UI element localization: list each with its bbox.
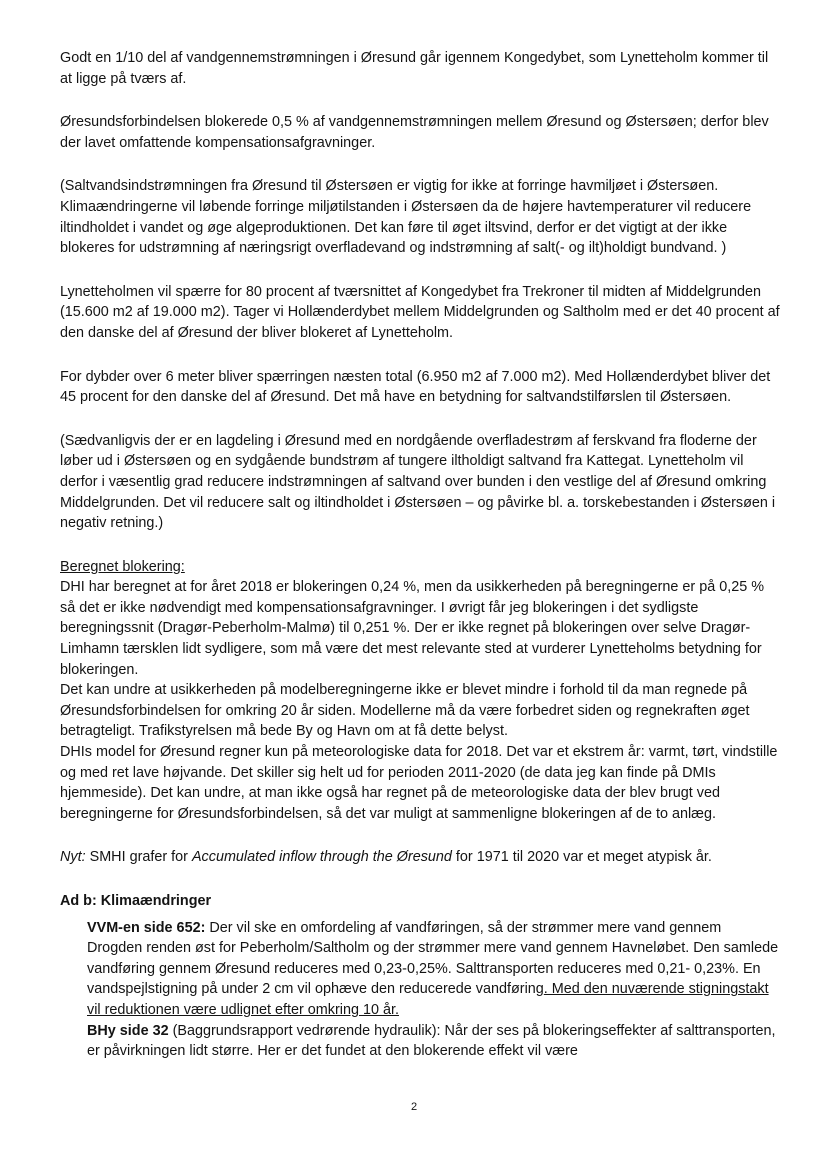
vvm-underlined-text: . Med den nuværende stigningstakt vil reduktionen være udlignet efter omkring 10 år. — [87, 981, 769, 1018]
note-italic-title: Accumulated inflow through the Øresund — [191, 849, 452, 866]
section-beregnet-blokering — [60, 557, 780, 825]
paragraph-lynetteholmen: Lynetteholmen vil spærre for 80 procent af tværsnittet af Kongedybet fra Trekroner til midten af Middelgrunden (15.600 m2 af 19.000 m2). Tager vi Hollænderdybet mellem Middelgrunden og Saltholm med er det 40 procent af den danske del af Øresund der bliver blokeret af Lynetteholm. — [60, 283, 780, 341]
blocking-text-1: DHI har beregnet at for året 2018 er blokeringen 0,24 %, men da usikkerheden på beregningerne er på 0,25 % så det er ikke nødvendigt med kompensationsafgravninger. I øvrigt får jeg blokeringen i det sydligste beregningssnit (Dragør-Peberholm-Malmø) til 0,251 %. Der er ikke regnet på blokeringen over selve Dragør-Limhamn tærsklen lidt sydligere, som må være det mest relevante sted at vurderer Lynetteholms betydning for blokeringen. — [60, 579, 764, 678]
document-page — [60, 48, 780, 1062]
note-text-a: SMHI grafer for — [85, 849, 192, 866]
paragraph-kongedybet: Godt en 1/10 del af vandgennemstrømningen i Øresund går igennem Kongedybet, som Lynetteholm kommer til at ligge på tværs af. — [60, 50, 769, 87]
note-label: Nyt: — [60, 849, 86, 866]
vvm-text: Der vil ske en omfordeling af vandføringen, så der strømmer mere vand gennem Drogden renden øst for Peberholm/Saltholm og der strømmer mere vand gennem Havneløbet. Den samlede vandføring gennem Øresund reduceres med 0,23-0,25%. Salttransporten reduceres med 0,21- 0,23%. En vandspejlstigning på under 2 cm vil ophæve den reducerede vandføring — [87, 919, 779, 998]
paragraph-oresundsforbindelsen: Øresundsforbindelsen blokerede 0,5 % af vandgennemstrømningen mellem Øresund og Østersøen; derfor blev der lavet omfattende kompensationsafgravninger. — [60, 114, 769, 151]
blocking-heading: Beregnet blokering: — [60, 558, 185, 575]
page-number: 2 — [410, 1101, 418, 1113]
bhy-paragraph — [60, 1021, 780, 1062]
bhy-label: BHy side 32 — [87, 1022, 169, 1039]
paragraph-dybder: For dybder over 6 meter bliver spærringen næsten total (6.950 m2 af 7.000 m2). Med Hollænderdybet bliver det 45 procent for den danske del af Øresund. Det må have en betydning for saltvandstilførslen til Østersøen. — [60, 368, 771, 406]
section-klimaaendringer — [60, 891, 780, 1062]
vvm-paragraph — [60, 918, 780, 1021]
paragraph-saltvand: (Saltvandsindstrømningen fra Øresund til Østersøen er vigtig for ikke at forringe havmiljøet i Østersøen. Klimaændringerne vil løbende forringe miljøtilstanden i Østersøen da de højere havtemperaturer vil reducere iltindholdet i vandet og øge algeproduktionen. Det kan føre til øget iltsvind, derfor er det vigtigt at der ikke blokeres for udstrømning af næringsrigt overfladevand og indstrømning af salt(- og ilt)holdigt bundvand. ) — [60, 178, 752, 257]
bhy-text: (Baggrundsrapport vedrørende hydraulik): Når der ses på blokeringseffekter af salttransporten, er påvirkningen lidt større. Her er det fundet at den blokerende effekt vil være — [87, 1022, 776, 1060]
note-paragraph — [60, 847, 780, 868]
note-text-b: for 1971 til 2020 var et meget atypisk år. — [451, 849, 712, 866]
vvm-label: VVM-en side 652: — [87, 919, 206, 936]
blocking-text-3: DHIs model for Øresund regner kun på meteorologiske data for 2018. Det var et ekstrem år: varmt, tørt, vindstille og med ret lave højvande. Det skiller sig helt ud for perioden 2011-2020 (de data jeg kan finde på DMIs hjemmeside). Det kan undre, at man ikke også har regnet på de meteorologiske data der blev brugt ved beregningerne for Øresundsforbindelsen, så det var muligt at sammenligne blokeringen af de to anlæg. — [60, 744, 778, 822]
blocking-text-2: Det kan undre at usikkerheden på modelberegningerne ikke er blevet mindre i forhold til da man regnede på Øresundsforbindelsen for omkring 20 år siden. Modellerne må da være forbedret siden og regnekraften øget betragteligt. Trafikstyrelsen må bede By og Havn om at få dette belyst. — [60, 682, 750, 740]
section-b-heading: Ad b: Klimaændringer — [60, 893, 212, 909]
paragraph-lagdeling: (Sædvanligvis der er en lagdeling i Øresund med en nordgående overfladestrøm af ferskvand fra floderne der løber ud i Østersøen og en sydgående bundstrøm af tungere iltholdigt saltvand fra Kattegat. Lynetteholm vil derfor i væsentlig grad reducere indstrømningen af saltvand over bunden i den vestlige del af Øresund omkring Middelgrunden. Det vil reducere salt og iltindholdet i Østersøen – og påvirke bl. a. torskebestanden i Østersøen i negativ retning.) — [60, 432, 776, 532]
